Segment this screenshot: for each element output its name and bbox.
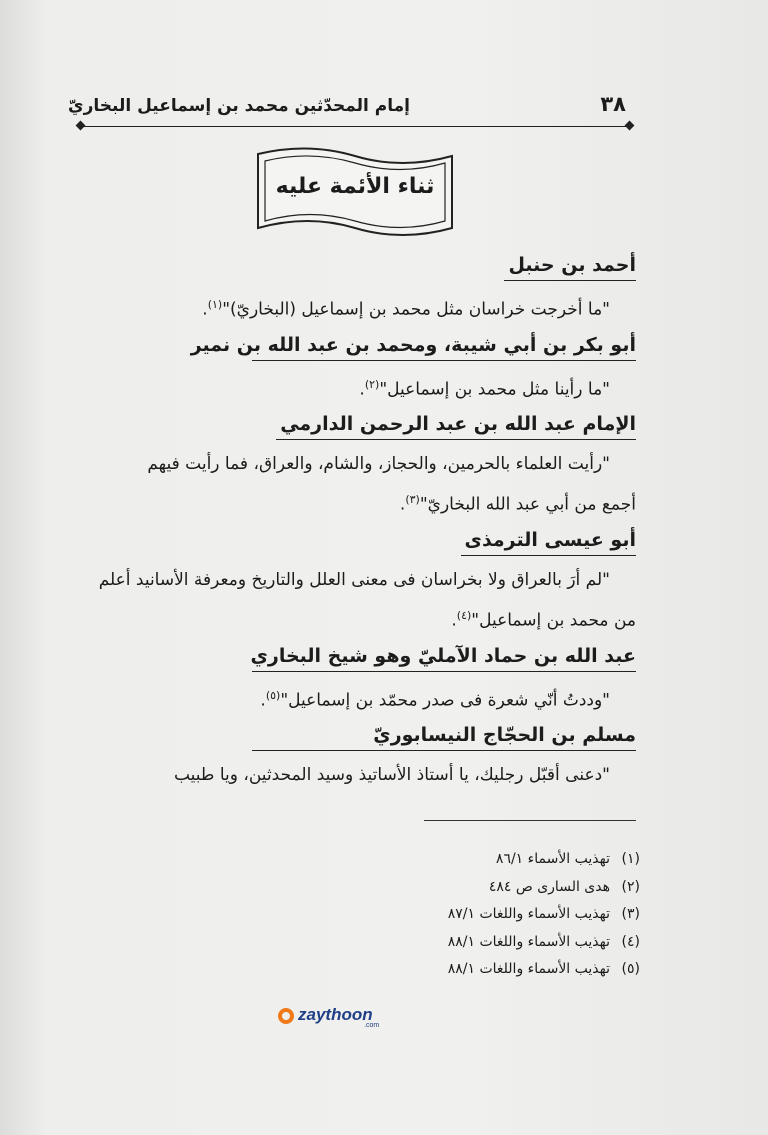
quote-text: "ما رأينا مثل محمد بن إسماعيل"$^{(٢)}$.: [359, 377, 610, 400]
footnote-ref: (١): [207, 298, 223, 311]
scholar-name: عبد الله بن حماد الآمليّ وهو شيخ البخاري: [64, 645, 636, 676]
header-rule: [80, 126, 630, 127]
section-title: ثناء الأئمة عليه: [275, 174, 435, 199]
running-title: إمام المحدّثين محمد بن إسماعيل البخاريّ: [68, 96, 410, 116]
section-banner: [252, 146, 458, 238]
footnote-separator: [424, 820, 636, 821]
footnote: (٢)هدى السارى ص ٤٨٤: [488, 878, 640, 895]
footnote: (٤)تهذيب الأسماء واللغات ٨٨/١: [447, 933, 640, 950]
quote-text: "لم أرَ بالعراق ولا بخراسان فى معنى العلل والتاريخ ومعرفة الأسانيد أعلم من محمد بن إسماعيل"$^{(٤)}$.: [98, 569, 636, 631]
footnote-ref: (٥): [265, 688, 281, 702]
rule-ornament-left: [76, 121, 86, 131]
body-text: [64, 248, 636, 797]
quote-text: "وددتُ أنّي شعرة فى صدر محمّد بن إسماعيل"$^{(٥)}$.: [260, 688, 610, 711]
footnote: (٥)تهذيب الأسماء واللغات ٨٨/١: [447, 961, 640, 977]
zaythoon-logo: [276, 1002, 406, 1030]
rule-ornament-right: [625, 121, 635, 131]
scholar-name: أبو عيسى الترمذى: [64, 529, 636, 560]
scholar-name: مسلم بن الحجّاج النيسابوريّ: [64, 724, 636, 755]
quote-text: "دعنى أقبّل رجليك، يا أستاذ الأساتيذ وسيد المحدثين، ويا طبيب: [173, 765, 610, 786]
quote-text: "رأيت العلماء بالحرمين، والحجاز، والشام، والعراق، فما رأيت فيهم أجمع من أبي عبد الله البخاريّ"$^{(٣)}$.: [147, 454, 636, 515]
logo-ring-icon: [278, 1008, 294, 1024]
running-header: [68, 92, 630, 130]
footnote-ref: (٣): [405, 493, 420, 507]
page-number: ٣٨: [600, 92, 626, 116]
footnote-ref: (٢): [364, 377, 380, 391]
footnote: (١)تهذيب الأسماء ٨٦/١: [495, 851, 640, 867]
scholar-name: أبو بكر بن أبي شيبة، ومحمد بن عبد الله بن نمير: [64, 334, 636, 365]
scholar-name: الإمام عبد الله بن عبد الرحمن الدارمي: [64, 413, 636, 444]
footnotes: [340, 846, 640, 984]
footnote: (٣)تهذيب الأسماء واللغات ٨٧/١: [447, 906, 640, 922]
scholar-name: أحمد بن حنبل: [64, 254, 636, 285]
logo-suffix: .com: [364, 1022, 380, 1029]
quote-text: "ما أخرجت خراسان مثل محمد بن إسماعيل (البخاريّ)"$^{(١)}$.: [202, 298, 610, 320]
logo-brand: zaythoon: [298, 1005, 373, 1024]
footnote-ref: (٤): [456, 608, 472, 622]
